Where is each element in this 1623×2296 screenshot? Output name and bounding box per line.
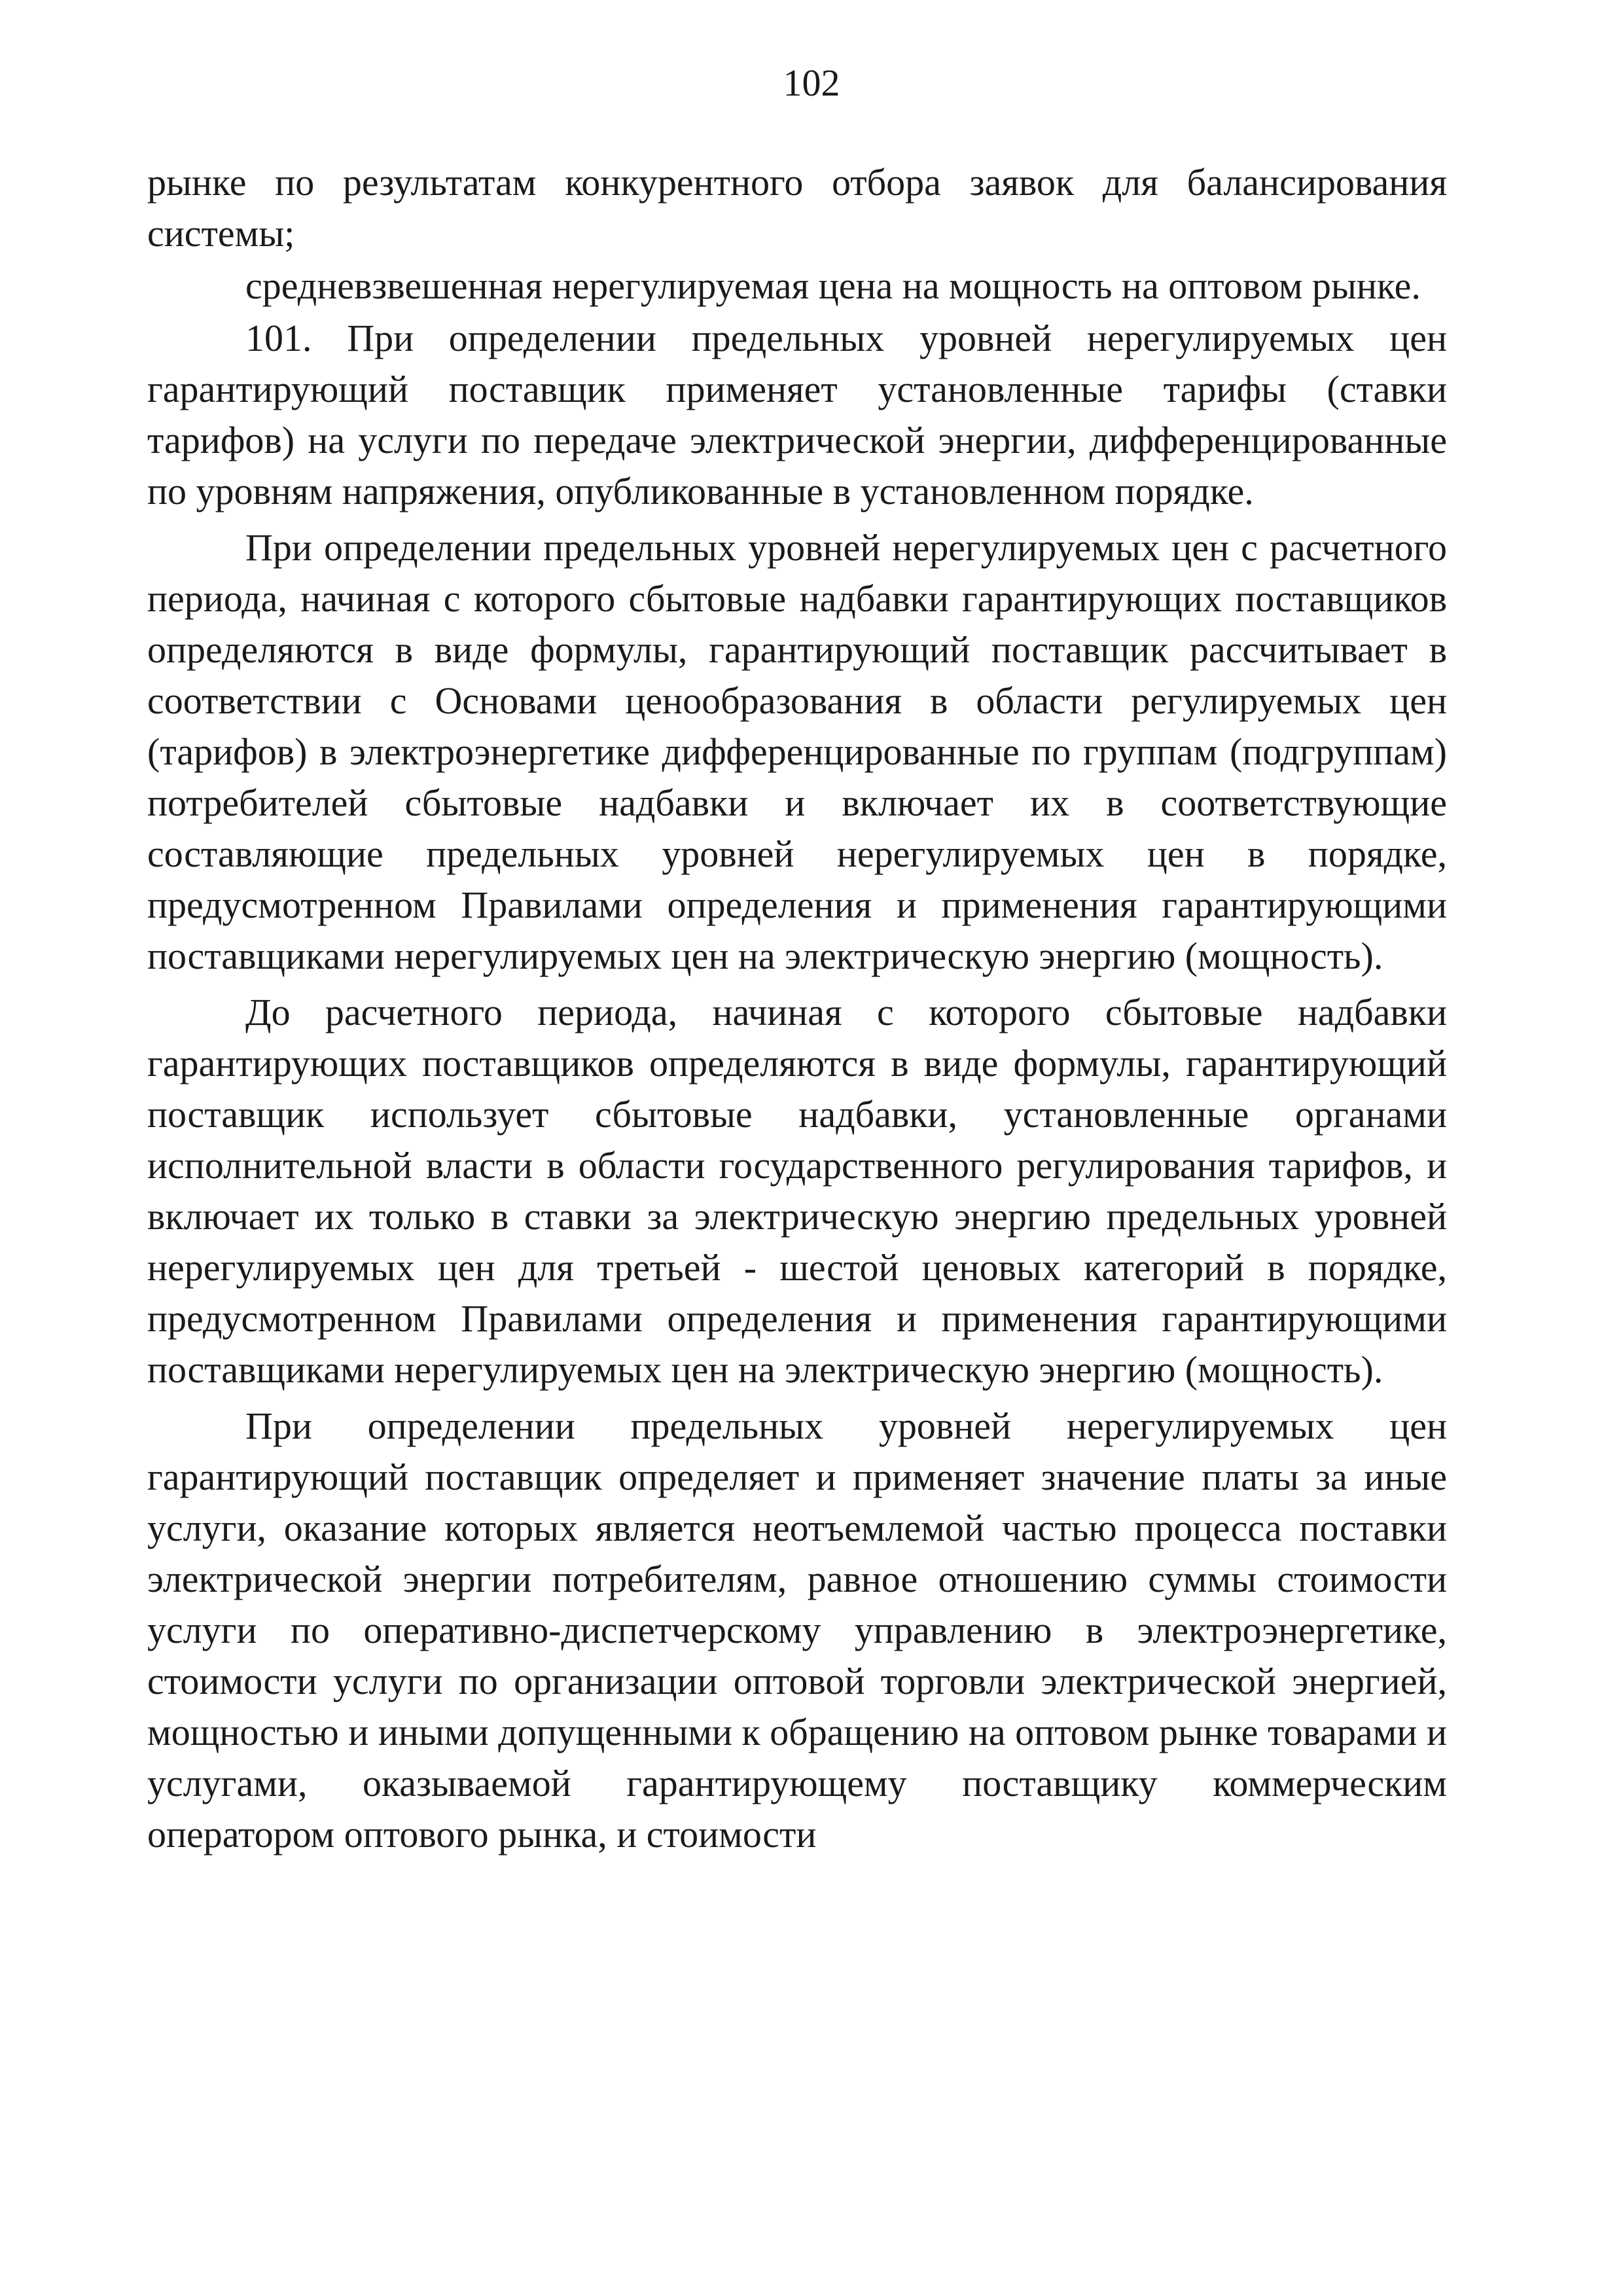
paragraph-before-period: До расчетного периода, начиная с которого сбытовые надбавки гарантирующих поставщиков определяются в виде формулы, гарантирующий поставщик использует сбытовые надбавки, установленные органами исполнительной власти в области государственного регулирования тарифов, и включает их только в ставки за электрическую энергию предельных уровней нерегулируемых цен для третьей - шестой ценовых категорий в порядке, предусмотренном Правилами определения и применения гарантирующими поставщиками нерегулируемых цен на электрическую энергию (мощность). — [147, 991, 1447, 1391]
paragraph-average-price: средневзвешенная нерегулируемая цена на мощность на оптовом рынке. — [245, 264, 1421, 307]
document-body — [147, 157, 1447, 1860]
paragraph-formula-markups: При определении предельных уровней нерегулируемых цен с расчетного периода, начиная с которого сбытовые надбавки гарантирующих поставщиков определяются в виде формулы, гарантирующий поставщик рассчитывает в соответствии с Основами ценообразования в области регулируемых цен (тарифов) в электроэнергетике дифференцированные по группам (подгруппам) потребителей сбытовые надбавки и включает их в соответствующие составляющие предельных уровней нерегулируемых цен в порядке, предусмотренном Правилами определения и применения гарантирующими поставщиками нерегулируемых цен на электрическую энергию (мощность). — [147, 526, 1447, 977]
paragraph-other-services-fee: При определении предельных уровней нерегулируемых цен гарантирующий поставщик определяет и применяет значение платы за иные услуги, оказание которых является неотъемлемой частью процесса поставки электрической энергии потребителям, равное отношению суммы стоимости услуги по оперативно-диспетчерскому управлению в электроэнергетике, стоимости услуги по организации оптовой торговли электрической энергией, мощностью и иными допущенными к обращению на оптовом рынке товарами и услугами, оказываемой гарантирующему поставщику коммерческим оператором оптового рынка, и стоимости — [147, 1405, 1447, 1856]
paragraph-continuation: рынке по результатам конкурентного отбора заявок для балансирования системы; — [147, 161, 1447, 255]
paragraph-clause-101: 101. При определении предельных уровней нерегулируемых цен гарантирующий поставщик применяет установленные тарифы (ставки тарифов) на услуги по передаче электрической энергии, дифференцированные по уровням напряжения, опубликованные в установленном порядке. — [147, 317, 1447, 512]
page-number: 102 — [783, 62, 840, 104]
